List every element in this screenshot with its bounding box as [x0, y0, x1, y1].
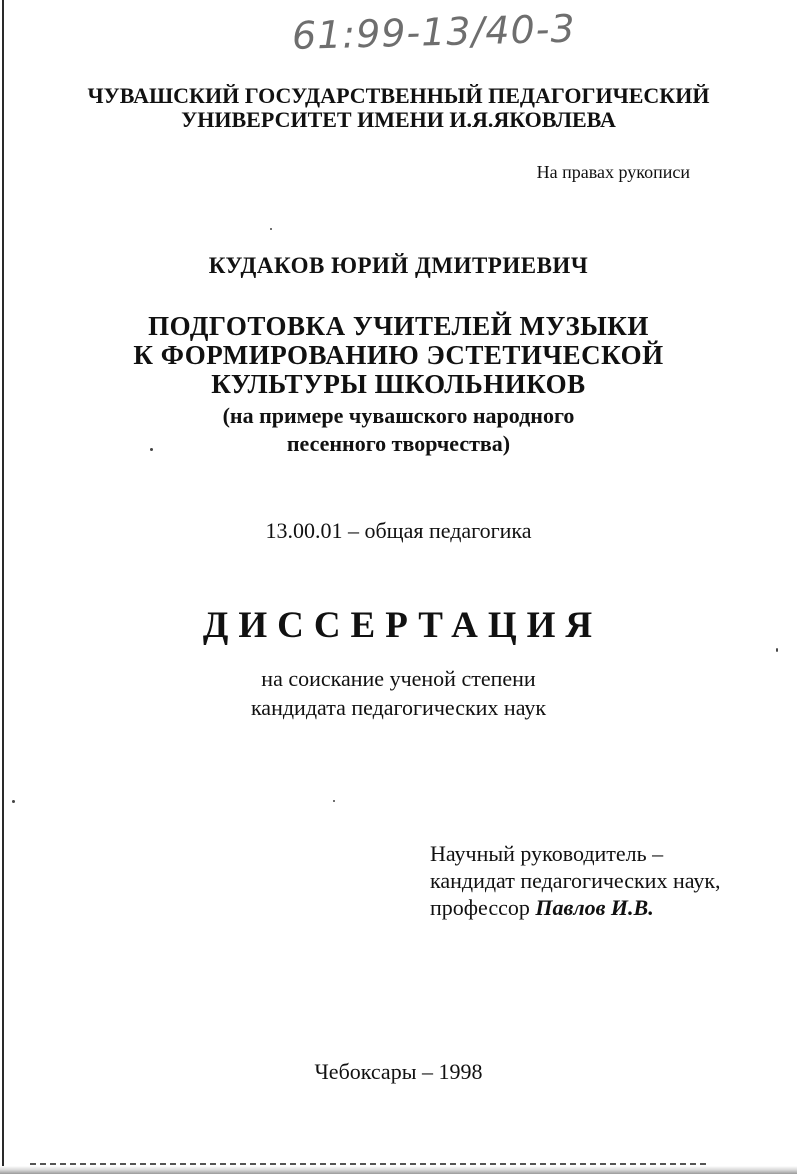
thesis-subtitle [0, 402, 797, 458]
institution-name [0, 84, 797, 132]
scan-speck [776, 648, 778, 652]
supervisor-title: профессор [430, 895, 530, 920]
scan-bottom-dash [30, 1163, 710, 1165]
supervisor-block [430, 840, 721, 921]
rights-note: На правах рукописи [536, 162, 690, 182]
title-line-3: КУЛЬТУРЫ ШКОЛЬНИКОВ [211, 369, 586, 399]
supervisor-line-1: Научный руководитель – [430, 841, 664, 866]
scan-speck [12, 800, 15, 803]
title-line-2: К ФОРМИРОВАНИЮ ЭСТЕТИЧЕСКОЙ [133, 340, 664, 370]
thesis-title [0, 312, 797, 399]
supervisor-name: Павлов И.В. [535, 895, 654, 920]
degree-line-2: кандидата педагогических наук [250, 695, 547, 720]
supervisor-line-3 [430, 894, 721, 921]
scan-bottom-edge [0, 1166, 797, 1174]
degree-statement [0, 664, 797, 722]
scan-speck [270, 228, 272, 230]
city-year: Чебоксары – 1998 [314, 1059, 483, 1084]
institution-line-2: УНИВЕРСИТЕТ ИМЕНИ И.Я.ЯКОВЛЕВА [181, 107, 616, 132]
supervisor-line-2: кандидат педагогических наук, [430, 868, 721, 893]
title-line-1: ПОДГОТОВКА УЧИТЕЛЕЙ МУЗЫКИ [148, 311, 649, 341]
degree-line-1: на соискание ученой степени [261, 666, 536, 691]
handwritten-shelfmark: 61:99-13/40-3 [291, 6, 577, 58]
scan-left-edge [2, 0, 4, 1174]
subtitle-line-2: песенного творчества) [286, 431, 511, 456]
document-type: ДИССЕРТАЦИЯ [202, 605, 603, 646]
institution-line-1: ЧУВАШСКИЙ ГОСУДАРСТВЕННЫЙ ПЕДАГОГИЧЕСКИЙ [87, 83, 710, 108]
specialty-code: 13.00.01 – общая педагогика [265, 518, 532, 543]
scan-speck [333, 800, 335, 802]
subtitle-line-1: (на примере чувашского народного [222, 403, 575, 428]
author-name: КУДАКОВ ЮРИЙ ДМИТРИЕВИЧ [208, 253, 589, 278]
